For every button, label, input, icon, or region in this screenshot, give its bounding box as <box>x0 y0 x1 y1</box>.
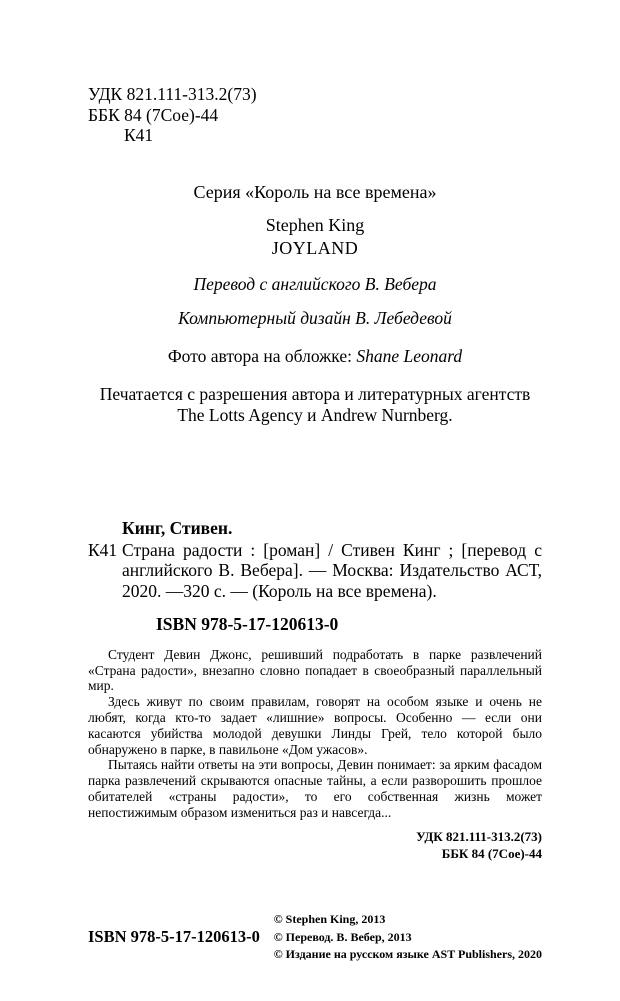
photo-credit-line <box>88 346 542 367</box>
bbk-code-bottom: ББК 84 (7Сое)-44 <box>441 846 542 862</box>
catalog-codes-bottom <box>88 829 542 863</box>
permission-block <box>88 384 542 426</box>
bbk-code-top: ББК 84 (7Сое)-44 <box>88 104 219 125</box>
photo-credit-label: Фото автора на обложке: <box>167 345 357 366</box>
annotation-paragraph-2: Здесь живут по своим правилам, говорят на особом языке и очень не любят, когда кто-то задает «лишние» вопросы. Особенно — если они касаются убийства молодой девушки Линды Грей, тело которой было обнаружено в парке, в павильоне «Дом ужасов». <box>88 694 542 757</box>
catalog-isbn: ISBN 978-5-17-120613-0 <box>156 613 339 634</box>
permission-line-1: Печатается с разрешения автора и литературных агентств <box>99 383 531 404</box>
footer <box>88 911 542 963</box>
udk-code-bottom: УДК 821.111-313.2(73) <box>416 829 542 845</box>
catalog-entry <box>88 539 542 601</box>
author-sign-k41: К41 <box>124 125 154 146</box>
copyright-line-3: © Издание на русском языке AST Publishers, 2020 <box>273 946 542 961</box>
series-line: Серия «Король на все времена» <box>193 181 437 202</box>
copyright-block <box>274 911 542 963</box>
author-name: Stephen King <box>265 214 365 235</box>
catalog-author-heading: Кинг, Стивен. <box>122 517 233 538</box>
annotation-block <box>88 647 542 821</box>
book-title: JOYLAND <box>271 237 359 258</box>
annotation-paragraph-1: Студент Девин Джонс, решивший подработать в парке развлечений «Страна радости», внезапно словно попадает в своеобразный параллельный мир. <box>88 646 542 694</box>
translator-line: Перевод с английского В. Вебера <box>193 273 437 294</box>
permission-line-2: The Lotts Agency и Andrew Nurnberg. <box>177 404 453 425</box>
catalog-entry-block <box>88 518 542 635</box>
catalog-entry-text: Страна радости : [роман] / Стивен Кинг ; [перевод с английского В. Вебера]. — Москва: Издательство АСТ, 2020. —320 с. — (Король на все времена). <box>122 539 542 601</box>
copyright-line-2: © Перевод. В. Вебер, 2013 <box>273 929 412 944</box>
udk-code-top: УДК 821.111-313.2(73) <box>88 84 257 104</box>
footer-isbn: ISBN 978-5-17-120613-0 <box>88 927 260 947</box>
photo-credit-name: Shane Leonard <box>356 345 463 366</box>
copyright-line-1: © Stephen King, 2013 <box>273 912 386 927</box>
title-block <box>88 182 542 426</box>
catalog-codes-top <box>88 84 542 146</box>
catalog-index: К41 <box>88 539 118 560</box>
annotation-paragraph-3: Пытаясь найти ответы на эти вопросы, Девин понимает: за ярким фасадом парка развлечений скрываются опасные тайны, а если разворошить прошлое обитателей «страны радости», то его собственная жизнь может непостижимым образом измениться раз и навсегда... <box>88 757 542 820</box>
designer-line: Компьютерный дизайн В. Лебедевой <box>178 307 452 328</box>
